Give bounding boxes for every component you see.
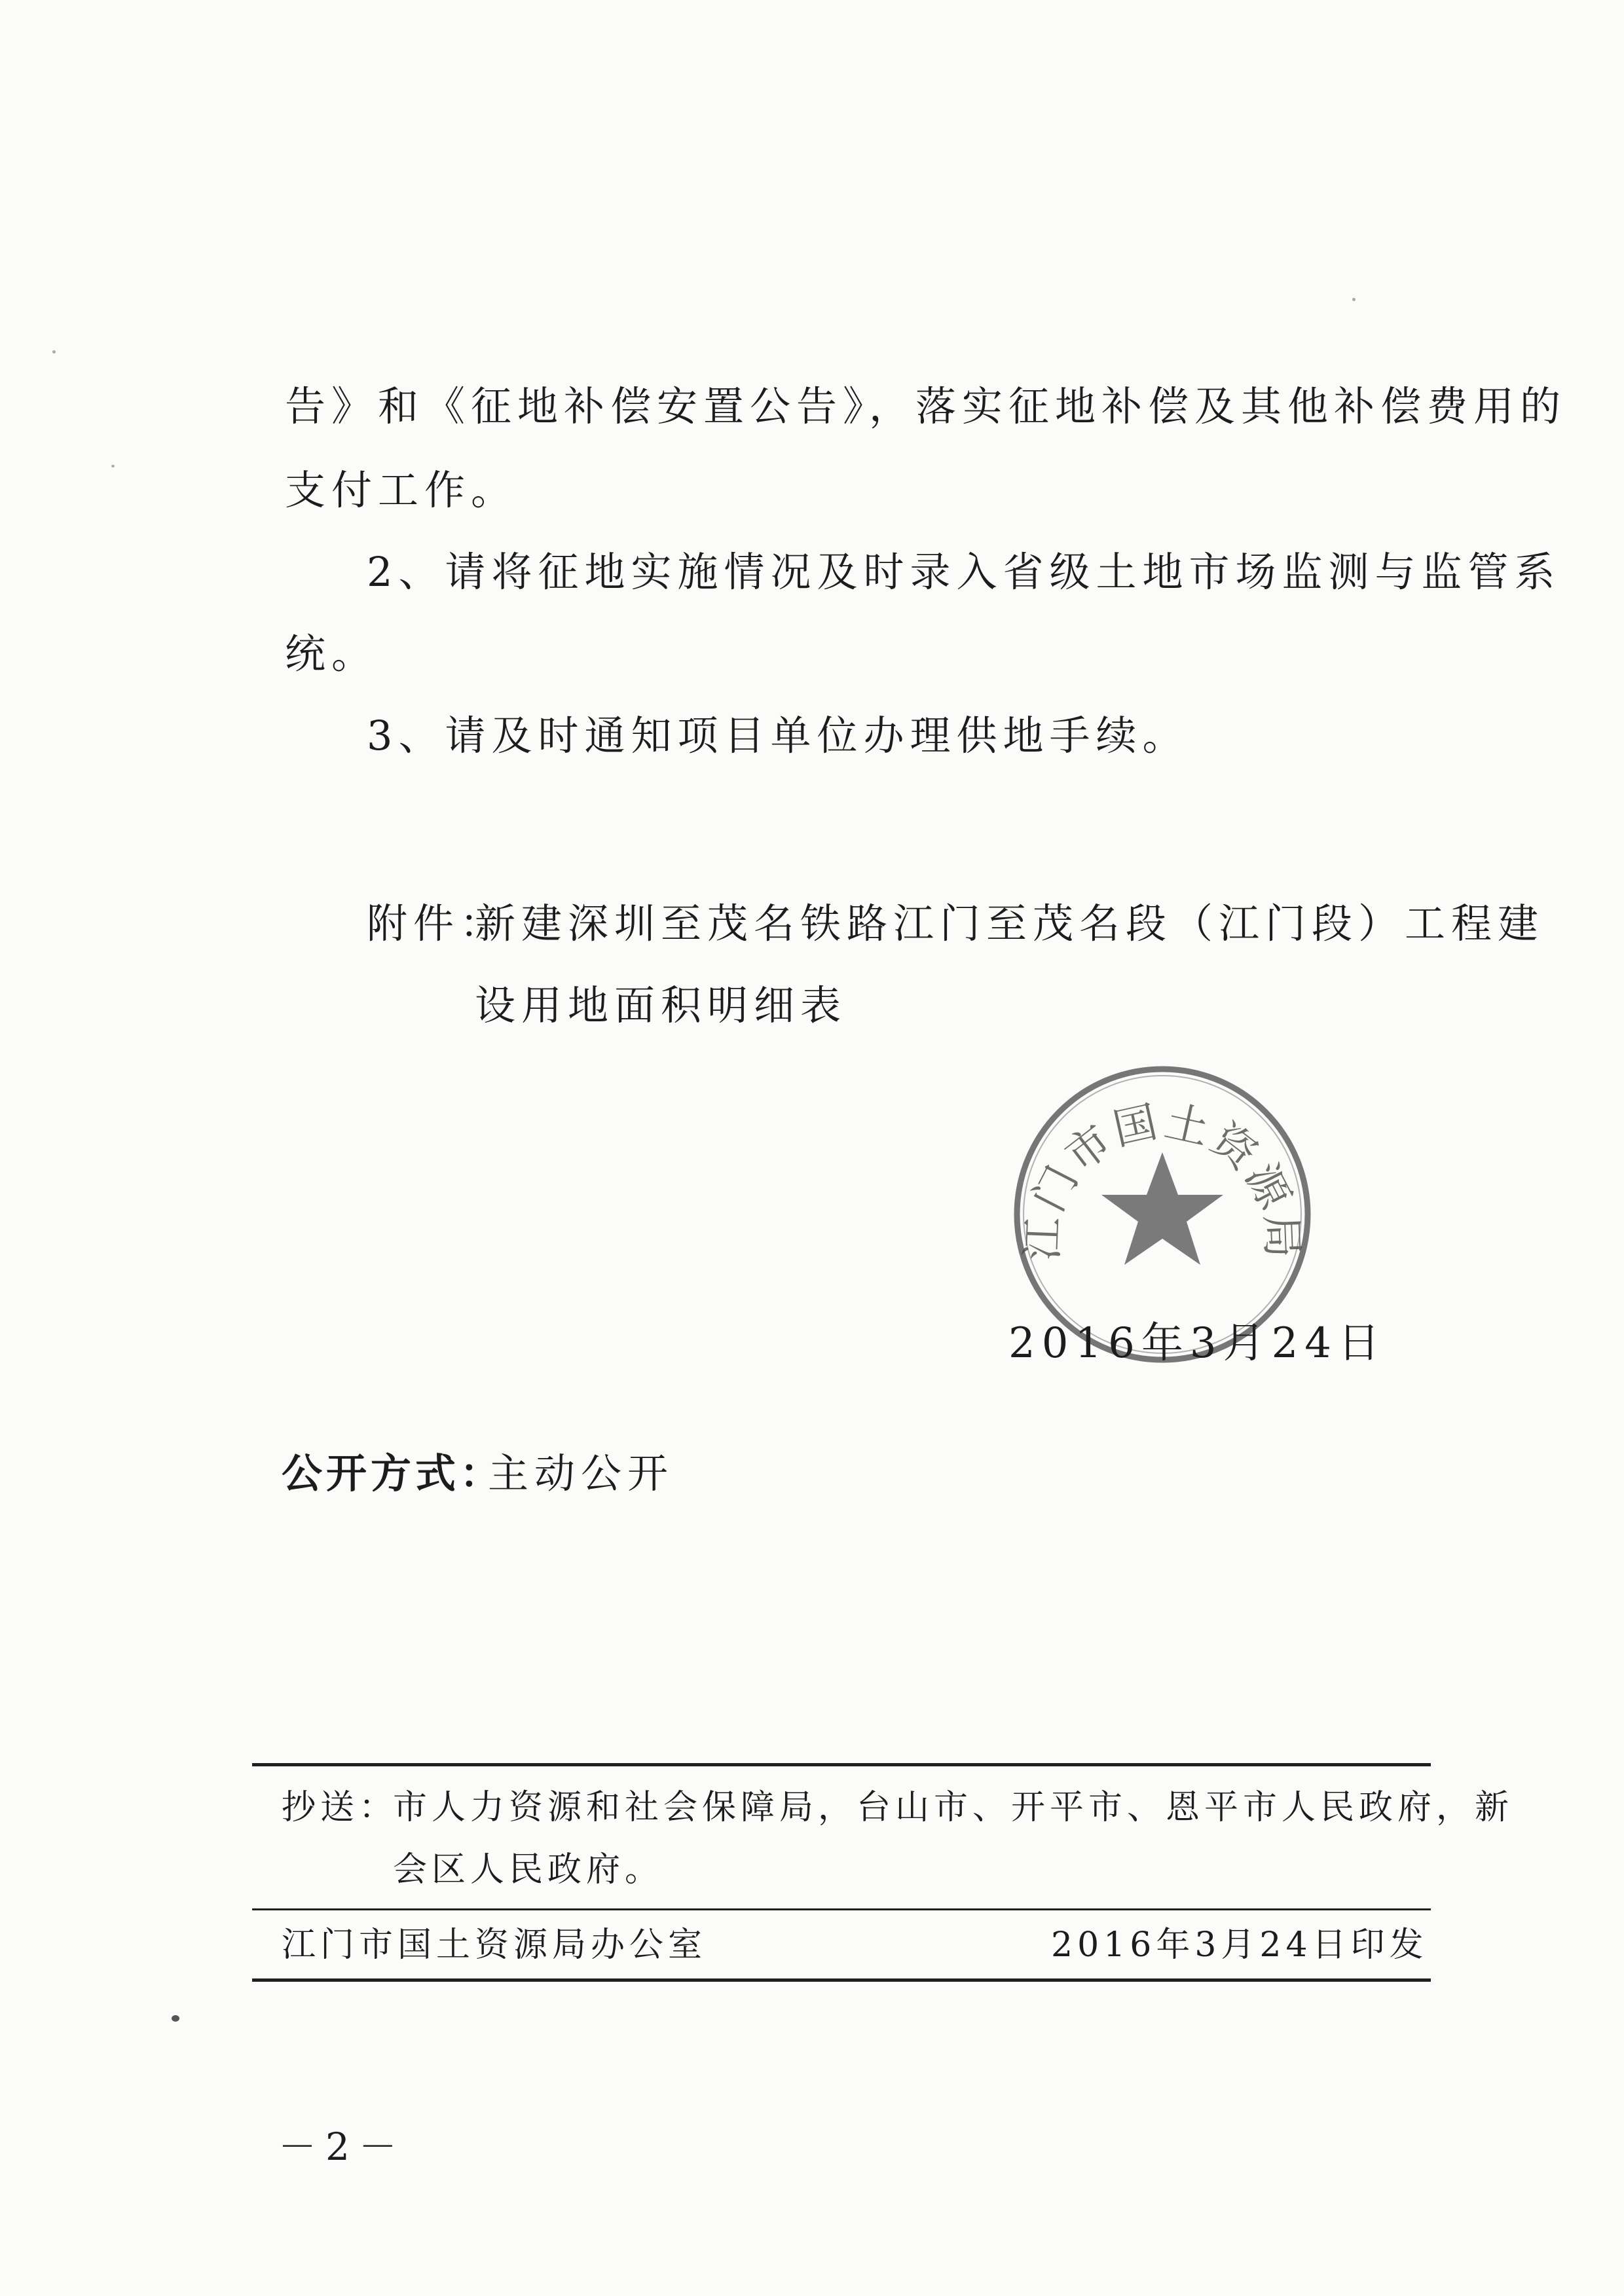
- scan-speck: [1352, 298, 1356, 301]
- item-2-line-2: 统。: [285, 630, 378, 678]
- scan-speck: [52, 350, 56, 354]
- seal-star-icon: [1101, 1152, 1223, 1265]
- item-2-line-1: 2、请将征地实施情况及时录入省级土地市场监测与监管系: [367, 548, 1561, 596]
- page-number: －2－: [278, 2124, 406, 2169]
- scan-speck: [111, 465, 115, 467]
- issuing-office: 江门市国土资源局办公室: [282, 1925, 707, 1965]
- attachment-line-2: 设用地面积明细表: [475, 981, 847, 1029]
- bottom-rule: [252, 1978, 1431, 1982]
- issue-date: 2016年3月24日印发: [1051, 1925, 1428, 1965]
- cc-line-1: 市人力资源和社会保障局，台山市、开平市、恩平市人民政府，新: [393, 1788, 1514, 1827]
- cc-line-2: 会区人民政府。: [393, 1850, 664, 1889]
- scan-speck: [172, 2015, 179, 2022]
- seal-text: 江门市国土资源局: [1016, 1096, 1308, 1262]
- middle-rule: [252, 1908, 1431, 1910]
- body-line-2: 支付工作。: [285, 466, 518, 514]
- disclosure-label: 公开方式：: [282, 1449, 505, 1497]
- disclosure-value: 主动公开: [488, 1449, 674, 1497]
- cc-label: 抄送：: [282, 1788, 398, 1827]
- attachment-line-1: 新建深圳至茂名铁路江门至茂名段（江门段）工程建: [475, 900, 1545, 947]
- attachment-label: 附件：: [367, 900, 507, 947]
- signature-date: 2016年3月24日: [1008, 1319, 1387, 1368]
- item-3: 3、请及时通知项目单位办理供地手续。: [367, 712, 1189, 759]
- body-line-1: 告》和《征地补偿安置公告》，落实征地补偿及其他补偿费用的: [285, 382, 1567, 430]
- top-rule: [252, 1763, 1431, 1766]
